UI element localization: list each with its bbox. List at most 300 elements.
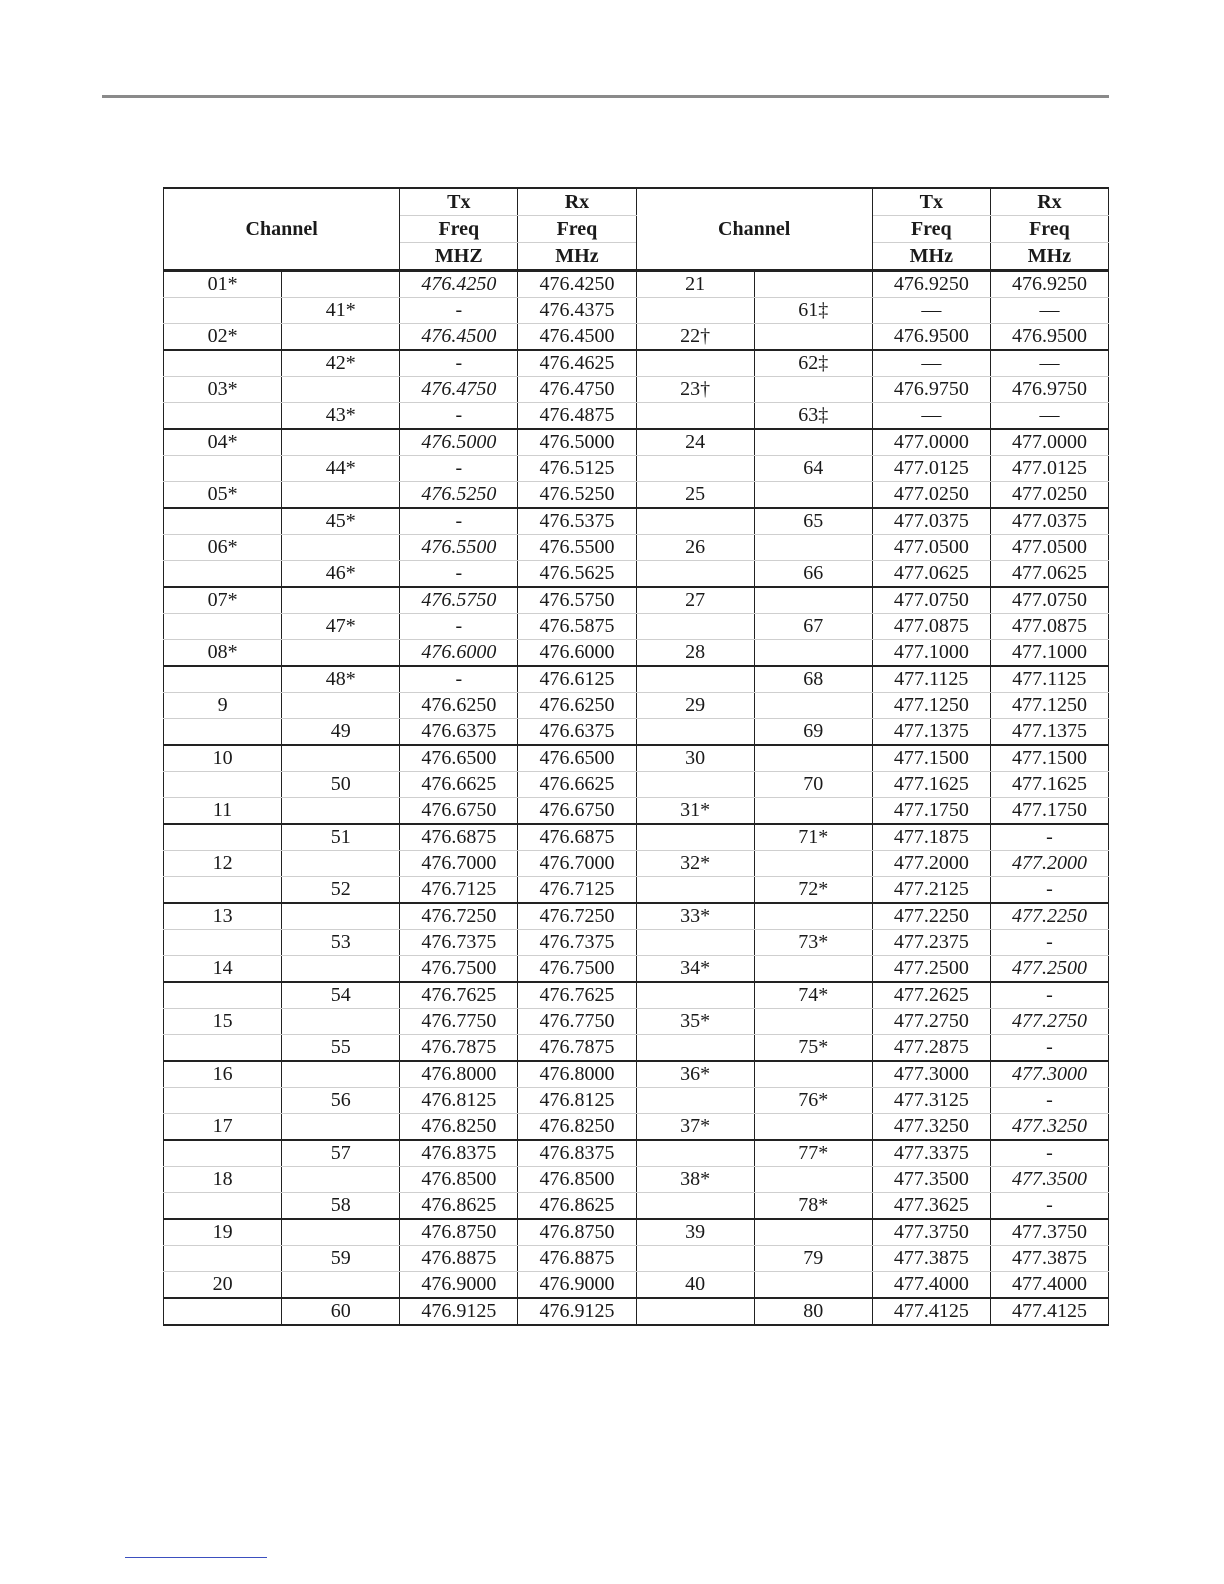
rx-freq-high-cell: 477.3875: [990, 1246, 1108, 1272]
tx-freq-high-cell: 477.3750: [872, 1219, 990, 1246]
tx-freq-low-cell: 476.8125: [400, 1088, 518, 1114]
channel-low-b-cell: [282, 1009, 400, 1035]
rx-freq-low-cell: 476.6250: [518, 693, 636, 719]
channel-low-a-cell: [164, 1246, 282, 1272]
channel-high-d-cell: 61‡: [754, 298, 872, 324]
channel-high-d-cell: 80: [754, 1298, 872, 1325]
table-row: [164, 429, 1109, 456]
rx-freq-high-cell: 477.1500: [990, 745, 1108, 772]
channel-high-d-cell: [754, 429, 872, 456]
channel-low-a-cell: [164, 1035, 282, 1062]
tx-freq-high-cell: 477.3875: [872, 1246, 990, 1272]
rx-freq-high-cell: —: [990, 350, 1108, 377]
channel-high-c-cell: [636, 719, 754, 746]
rx-freq-high-cell: 477.1000: [990, 640, 1108, 667]
channel-high-d-cell: 64: [754, 456, 872, 482]
rx-freq-high-cell: 477.1625: [990, 772, 1108, 798]
channel-low-b-cell: 54: [282, 982, 400, 1009]
channel-low-a-cell: [164, 350, 282, 377]
channel-low-b-cell: [282, 903, 400, 930]
table-row: [164, 1167, 1109, 1193]
table-row: [164, 1088, 1109, 1114]
channel-low-a-cell: 9: [164, 693, 282, 719]
channel-high-c-cell: 33*: [636, 903, 754, 930]
table-row: [164, 1114, 1109, 1141]
channel-low-a-cell: [164, 561, 282, 588]
tx-freq-high-cell: 477.1125: [872, 666, 990, 693]
table-row: [164, 640, 1109, 667]
tx-freq-high-cell: 477.2500: [872, 956, 990, 983]
rx-freq-high-cell: 477.2750: [990, 1009, 1108, 1035]
channel-low-b-cell: 43*: [282, 403, 400, 430]
channel-high-c-cell: 25: [636, 482, 754, 509]
rx-freq-low-cell: 476.4500: [518, 324, 636, 351]
rx-header-right: Rx: [990, 188, 1108, 216]
tx-freq-low-cell: 476.6000: [400, 640, 518, 667]
table-row: [164, 1193, 1109, 1220]
channel-low-a-cell: 08*: [164, 640, 282, 667]
rx-freq-low-cell: 476.9000: [518, 1272, 636, 1299]
tx-freq-header-right: Freq: [872, 216, 990, 243]
channel-low-a-cell: 10: [164, 745, 282, 772]
rx-freq-high-cell: 477.2000: [990, 851, 1108, 877]
channel-low-b-cell: 48*: [282, 666, 400, 693]
channel-low-a-cell: [164, 666, 282, 693]
channel-high-d-cell: 63‡: [754, 403, 872, 430]
tx-freq-high-cell: 477.2625: [872, 982, 990, 1009]
channel-low-b-cell: 47*: [282, 614, 400, 640]
tx-freq-low-cell: 476.9000: [400, 1272, 518, 1299]
channel-high-d-cell: 69: [754, 719, 872, 746]
tx-freq-high-cell: 477.4125: [872, 1298, 990, 1325]
channel-high-c-cell: [636, 1035, 754, 1062]
tx-freq-low-cell: 476.5000: [400, 429, 518, 456]
rx-freq-low-cell: 476.8375: [518, 1140, 636, 1167]
tx-freq-high-cell: 477.0000: [872, 429, 990, 456]
rx-freq-low-cell: 476.6625: [518, 772, 636, 798]
table-row: [164, 1140, 1109, 1167]
table-row: [164, 877, 1109, 904]
channel-low-b-cell: [282, 1272, 400, 1299]
rx-freq-high-cell: -: [990, 877, 1108, 904]
channel-low-b-cell: 45*: [282, 508, 400, 535]
channel-high-d-cell: [754, 482, 872, 509]
tx-freq-low-cell: 476.7250: [400, 903, 518, 930]
tx-freq-high-cell: 477.3625: [872, 1193, 990, 1220]
channel-high-d-cell: [754, 640, 872, 667]
tx-unit-header-left: MHZ: [400, 243, 518, 271]
channel-low-b-cell: 55: [282, 1035, 400, 1062]
channel-high-c-cell: 26: [636, 535, 754, 561]
tx-freq-low-cell: 476.7625: [400, 982, 518, 1009]
channel-high-c-cell: [636, 824, 754, 851]
tx-freq-high-cell: 477.0375: [872, 508, 990, 535]
rx-freq-low-cell: 476.6500: [518, 745, 636, 772]
tx-freq-low-cell: -: [400, 350, 518, 377]
channel-low-a-cell: 04*: [164, 429, 282, 456]
rx-freq-high-cell: 477.3250: [990, 1114, 1108, 1141]
channel-high-c-cell: [636, 561, 754, 588]
channel-high-c-cell: [636, 456, 754, 482]
table-row: [164, 1272, 1109, 1299]
channel-low-b-cell: [282, 956, 400, 983]
rx-freq-low-cell: 476.6375: [518, 719, 636, 746]
channel-high-d-cell: [754, 377, 872, 403]
tx-freq-low-cell: 476.5750: [400, 587, 518, 614]
rx-freq-high-cell: -: [990, 982, 1108, 1009]
rx-freq-low-cell: 476.7500: [518, 956, 636, 983]
channel-high-d-cell: 70: [754, 772, 872, 798]
tx-freq-low-cell: 476.5500: [400, 535, 518, 561]
channel-low-a-cell: 05*: [164, 482, 282, 509]
table-row: [164, 350, 1109, 377]
channel-low-b-cell: 52: [282, 877, 400, 904]
table-row: [164, 719, 1109, 746]
channel-low-b-cell: [282, 851, 400, 877]
tx-freq-low-cell: 476.6250: [400, 693, 518, 719]
table-row: [164, 403, 1109, 430]
rx-freq-low-cell: 476.5375: [518, 508, 636, 535]
rx-freq-low-cell: 476.4375: [518, 298, 636, 324]
tx-freq-high-cell: 477.2125: [872, 877, 990, 904]
rx-freq-low-cell: 476.7375: [518, 930, 636, 956]
rx-freq-high-cell: 477.1375: [990, 719, 1108, 746]
channel-low-b-cell: 46*: [282, 561, 400, 588]
channel-high-c-cell: [636, 1088, 754, 1114]
channel-low-b-cell: 49: [282, 719, 400, 746]
channel-low-a-cell: 20: [164, 1272, 282, 1299]
table-row: [164, 1219, 1109, 1246]
channel-low-b-cell: 60: [282, 1298, 400, 1325]
tx-freq-high-cell: —: [872, 403, 990, 430]
channel-high-c-cell: [636, 403, 754, 430]
rx-freq-low-cell: 476.8250: [518, 1114, 636, 1141]
rx-freq-low-cell: 476.7875: [518, 1035, 636, 1062]
tx-freq-low-cell: -: [400, 666, 518, 693]
tx-freq-high-cell: 476.9250: [872, 271, 990, 298]
rx-freq-low-cell: 476.6125: [518, 666, 636, 693]
tx-freq-low-cell: -: [400, 456, 518, 482]
table-body: [164, 271, 1109, 1326]
tx-freq-low-cell: 476.6875: [400, 824, 518, 851]
channel-low-b-cell: 57: [282, 1140, 400, 1167]
channel-high-d-cell: 73*: [754, 930, 872, 956]
channel-low-a-cell: [164, 298, 282, 324]
channel-header-left: Channel: [164, 188, 400, 271]
channel-low-a-cell: 07*: [164, 587, 282, 614]
rx-freq-high-cell: 477.3750: [990, 1219, 1108, 1246]
rx-freq-low-cell: 476.8125: [518, 1088, 636, 1114]
channel-low-b-cell: [282, 429, 400, 456]
rx-unit-header-left: MHz: [518, 243, 636, 271]
rx-freq-high-cell: 477.0875: [990, 614, 1108, 640]
channel-high-c-cell: 32*: [636, 851, 754, 877]
tx-header-right: Tx: [872, 188, 990, 216]
table-row: [164, 930, 1109, 956]
channel-low-b-cell: [282, 1061, 400, 1088]
channel-high-c-cell: 29: [636, 693, 754, 719]
channel-low-b-cell: 51: [282, 824, 400, 851]
channel-high-d-cell: 77*: [754, 1140, 872, 1167]
tx-freq-low-cell: -: [400, 561, 518, 588]
rx-freq-low-cell: 476.7000: [518, 851, 636, 877]
rx-freq-high-cell: 477.1250: [990, 693, 1108, 719]
channel-high-d-cell: [754, 1272, 872, 1299]
rx-freq-high-cell: -: [990, 930, 1108, 956]
channel-low-a-cell: 16: [164, 1061, 282, 1088]
channel-low-b-cell: [282, 640, 400, 667]
rx-freq-low-cell: 476.8750: [518, 1219, 636, 1246]
rx-freq-high-cell: 477.4125: [990, 1298, 1108, 1325]
rx-freq-high-cell: 477.0125: [990, 456, 1108, 482]
tx-freq-low-cell: 476.4250: [400, 271, 518, 298]
tx-freq-high-cell: 477.3375: [872, 1140, 990, 1167]
rx-freq-low-cell: 476.5750: [518, 587, 636, 614]
tx-freq-high-cell: 477.2375: [872, 930, 990, 956]
table-row: [164, 271, 1109, 298]
channel-high-d-cell: [754, 1061, 872, 1088]
top-horizontal-rule: [102, 95, 1109, 98]
channel-low-a-cell: 12: [164, 851, 282, 877]
rx-freq-low-cell: 476.4750: [518, 377, 636, 403]
tx-freq-low-cell: 476.6500: [400, 745, 518, 772]
rx-freq-low-cell: 476.4875: [518, 403, 636, 430]
rx-freq-low-cell: 476.5000: [518, 429, 636, 456]
rx-freq-low-cell: 476.7250: [518, 903, 636, 930]
rx-freq-high-cell: 477.2250: [990, 903, 1108, 930]
channel-high-d-cell: 78*: [754, 1193, 872, 1220]
channel-high-c-cell: [636, 772, 754, 798]
channel-high-d-cell: [754, 693, 872, 719]
channel-low-a-cell: 18: [164, 1167, 282, 1193]
tx-freq-high-cell: 477.2750: [872, 1009, 990, 1035]
rx-freq-high-cell: —: [990, 298, 1108, 324]
tx-freq-low-cell: 476.7500: [400, 956, 518, 983]
channel-high-c-cell: 34*: [636, 956, 754, 983]
channel-low-b-cell: [282, 1219, 400, 1246]
channel-high-c-cell: 31*: [636, 798, 754, 825]
tx-freq-low-cell: -: [400, 508, 518, 535]
channel-high-d-cell: 79: [754, 1246, 872, 1272]
channel-low-a-cell: 03*: [164, 377, 282, 403]
channel-low-b-cell: 44*: [282, 456, 400, 482]
tx-freq-low-cell: -: [400, 403, 518, 430]
channel-high-d-cell: [754, 1114, 872, 1141]
rx-freq-header-right: Freq: [990, 216, 1108, 243]
channel-low-b-cell: 41*: [282, 298, 400, 324]
channel-low-b-cell: [282, 1114, 400, 1141]
tx-freq-low-cell: 476.7750: [400, 1009, 518, 1035]
channel-low-b-cell: [282, 587, 400, 614]
channel-high-d-cell: [754, 324, 872, 351]
tx-freq-high-cell: 477.2250: [872, 903, 990, 930]
rx-freq-high-cell: 476.9500: [990, 324, 1108, 351]
table-row: [164, 1009, 1109, 1035]
channel-low-a-cell: 06*: [164, 535, 282, 561]
tx-freq-high-cell: 477.1500: [872, 745, 990, 772]
channel-low-a-cell: [164, 456, 282, 482]
rx-freq-low-cell: 476.7625: [518, 982, 636, 1009]
channel-low-b-cell: 56: [282, 1088, 400, 1114]
rx-freq-low-cell: 476.7750: [518, 1009, 636, 1035]
channel-high-c-cell: [636, 877, 754, 904]
tx-freq-high-cell: 477.1875: [872, 824, 990, 851]
channel-low-a-cell: 11: [164, 798, 282, 825]
channel-header-right: Channel: [636, 188, 872, 271]
channel-high-c-cell: 28: [636, 640, 754, 667]
table-header: [164, 188, 1109, 271]
tx-unit-header-right: MHz: [872, 243, 990, 271]
channel-low-a-cell: [164, 1088, 282, 1114]
channel-low-a-cell: [164, 982, 282, 1009]
rx-freq-high-cell: -: [990, 1140, 1108, 1167]
rx-freq-high-cell: -: [990, 1035, 1108, 1062]
table-row: [164, 1035, 1109, 1062]
channel-high-d-cell: [754, 587, 872, 614]
rx-freq-low-cell: 476.6875: [518, 824, 636, 851]
tx-freq-high-cell: 477.0125: [872, 456, 990, 482]
rx-freq-high-cell: 477.3000: [990, 1061, 1108, 1088]
channel-low-b-cell: [282, 377, 400, 403]
tx-freq-low-cell: 476.7000: [400, 851, 518, 877]
channel-low-b-cell: 58: [282, 1193, 400, 1220]
channel-high-d-cell: [754, 271, 872, 298]
channel-high-d-cell: 75*: [754, 1035, 872, 1062]
rx-freq-low-cell: 476.5625: [518, 561, 636, 588]
tx-freq-low-cell: 476.4750: [400, 377, 518, 403]
channel-low-b-cell: [282, 482, 400, 509]
tx-freq-low-cell: 476.8875: [400, 1246, 518, 1272]
channel-low-b-cell: 59: [282, 1246, 400, 1272]
tx-freq-high-cell: 477.0625: [872, 561, 990, 588]
channel-low-a-cell: 17: [164, 1114, 282, 1141]
table-row: [164, 508, 1109, 535]
rx-freq-low-cell: 476.4625: [518, 350, 636, 377]
table-row: [164, 666, 1109, 693]
tx-freq-high-cell: 477.0750: [872, 587, 990, 614]
rx-freq-low-cell: 476.5875: [518, 614, 636, 640]
rx-freq-high-cell: 477.2500: [990, 956, 1108, 983]
channel-low-b-cell: 42*: [282, 350, 400, 377]
channel-high-c-cell: [636, 1298, 754, 1325]
channel-high-c-cell: [636, 508, 754, 535]
tx-freq-high-cell: 476.9750: [872, 377, 990, 403]
channel-low-a-cell: [164, 1193, 282, 1220]
rx-freq-low-cell: 476.8875: [518, 1246, 636, 1272]
channel-high-c-cell: 36*: [636, 1061, 754, 1088]
table-row: [164, 824, 1109, 851]
channel-high-c-cell: 40: [636, 1272, 754, 1299]
tx-freq-high-cell: 477.4000: [872, 1272, 990, 1299]
rx-freq-high-cell: 477.0250: [990, 482, 1108, 509]
tx-freq-high-cell: 477.3000: [872, 1061, 990, 1088]
tx-freq-low-cell: 476.8625: [400, 1193, 518, 1220]
footer-link-underline: [125, 1557, 267, 1558]
channel-high-d-cell: 76*: [754, 1088, 872, 1114]
rx-freq-high-cell: -: [990, 1088, 1108, 1114]
rx-freq-low-cell: 476.8000: [518, 1061, 636, 1088]
rx-freq-high-cell: 477.4000: [990, 1272, 1108, 1299]
channel-high-d-cell: [754, 956, 872, 983]
tx-freq-high-cell: 477.0250: [872, 482, 990, 509]
channel-high-d-cell: [754, 798, 872, 825]
table-row: [164, 456, 1109, 482]
channel-high-c-cell: 35*: [636, 1009, 754, 1035]
table-row: [164, 851, 1109, 877]
channel-high-c-cell: 39: [636, 1219, 754, 1246]
channel-low-a-cell: [164, 403, 282, 430]
table-row: [164, 1298, 1109, 1325]
table-row: [164, 1246, 1109, 1272]
channel-high-c-cell: [636, 1246, 754, 1272]
tx-freq-high-cell: 477.3250: [872, 1114, 990, 1141]
rx-freq-high-cell: 477.0500: [990, 535, 1108, 561]
rx-freq-low-cell: 476.6750: [518, 798, 636, 825]
tx-freq-high-cell: 477.3125: [872, 1088, 990, 1114]
rx-freq-header-left: Freq: [518, 216, 636, 243]
tx-freq-low-cell: 476.9125: [400, 1298, 518, 1325]
tx-freq-low-cell: 476.5250: [400, 482, 518, 509]
tx-freq-low-cell: 476.8375: [400, 1140, 518, 1167]
tx-freq-low-cell: 476.8000: [400, 1061, 518, 1088]
table-row: [164, 956, 1109, 983]
channel-low-a-cell: 13: [164, 903, 282, 930]
rx-freq-high-cell: 477.1750: [990, 798, 1108, 825]
rx-freq-high-cell: 477.0375: [990, 508, 1108, 535]
channel-low-b-cell: [282, 745, 400, 772]
channel-high-d-cell: 65: [754, 508, 872, 535]
channel-low-b-cell: [282, 693, 400, 719]
channel-high-d-cell: 68: [754, 666, 872, 693]
rx-freq-low-cell: 476.6000: [518, 640, 636, 667]
channel-low-b-cell: [282, 535, 400, 561]
table-row: [164, 903, 1109, 930]
tx-freq-low-cell: 476.6750: [400, 798, 518, 825]
channel-low-b-cell: 50: [282, 772, 400, 798]
channel-high-d-cell: [754, 1009, 872, 1035]
channel-low-a-cell: [164, 772, 282, 798]
channel-low-a-cell: 19: [164, 1219, 282, 1246]
channel-high-d-cell: [754, 535, 872, 561]
rx-header-left: Rx: [518, 188, 636, 216]
tx-freq-high-cell: 476.9500: [872, 324, 990, 351]
channel-high-c-cell: 21: [636, 271, 754, 298]
rx-freq-high-cell: —: [990, 403, 1108, 430]
tx-freq-high-cell: —: [872, 350, 990, 377]
rx-freq-low-cell: 476.8500: [518, 1167, 636, 1193]
tx-freq-low-cell: 476.6625: [400, 772, 518, 798]
tx-freq-high-cell: 477.0500: [872, 535, 990, 561]
channel-high-c-cell: [636, 298, 754, 324]
channel-high-d-cell: 71*: [754, 824, 872, 851]
tx-freq-header-left: Freq: [400, 216, 518, 243]
tx-freq-low-cell: 476.8750: [400, 1219, 518, 1246]
channel-high-c-cell: [636, 350, 754, 377]
channel-high-c-cell: [636, 930, 754, 956]
tx-freq-high-cell: 477.1000: [872, 640, 990, 667]
channel-high-c-cell: 22†: [636, 324, 754, 351]
tx-freq-low-cell: 476.7375: [400, 930, 518, 956]
channel-high-c-cell: [636, 614, 754, 640]
channel-high-c-cell: 38*: [636, 1167, 754, 1193]
channel-low-a-cell: [164, 719, 282, 746]
rx-freq-low-cell: 476.4250: [518, 271, 636, 298]
tx-freq-high-cell: —: [872, 298, 990, 324]
table-row: [164, 982, 1109, 1009]
table-row: [164, 798, 1109, 825]
tx-freq-high-cell: 477.1250: [872, 693, 990, 719]
tx-freq-low-cell: 476.7125: [400, 877, 518, 904]
